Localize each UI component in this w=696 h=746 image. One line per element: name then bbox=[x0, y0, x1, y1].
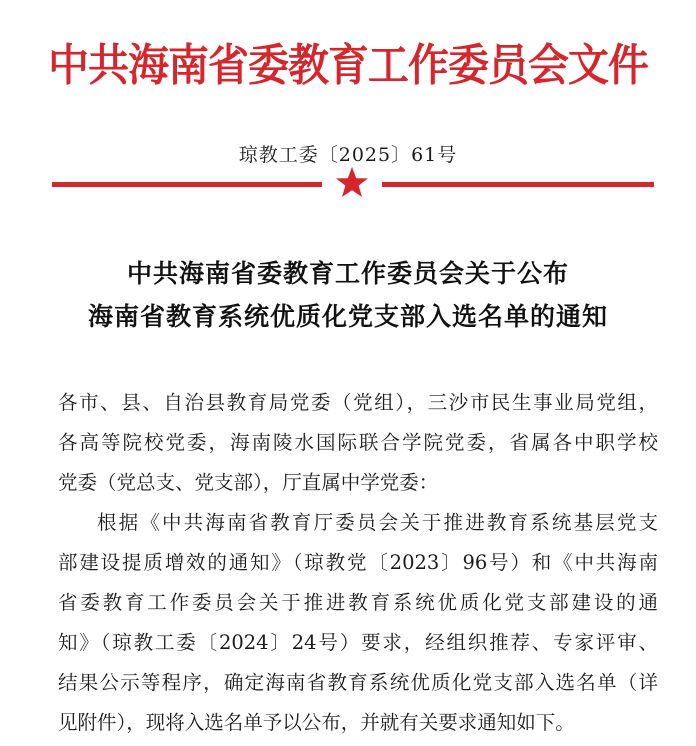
salutation-line: 党委（党总支、党支部），厅直属中学党委： bbox=[58, 471, 439, 494]
title-line-2: 海南省教育系统优质化党支部入选名单的通知 bbox=[87, 302, 608, 331]
document-masthead: 中共海南省委教育工作委员会文件 bbox=[48, 40, 648, 91]
paragraph-line: 根据《中共海南省教育厅委员会关于推进教育系统基层党支 bbox=[97, 511, 658, 534]
salutation-line: 各高等院校党委，海南陵水国际联合学院党委，省属各中职学校 bbox=[58, 431, 658, 454]
red-rule-right bbox=[382, 182, 654, 187]
star-icon bbox=[334, 165, 370, 201]
paragraph-line: 见附件），现将入选名单予以公布，并就有关要求通知如下。 bbox=[58, 711, 575, 734]
red-rule-left bbox=[52, 182, 322, 187]
document-number: 琼教工委〔2025〕61号 bbox=[238, 144, 458, 166]
title-line-1: 中共海南省委教育工作委员会关于公布 bbox=[126, 259, 569, 288]
paragraph-line: 结果公示等程序，确定海南省教育系统优质化党支部入选名单（详 bbox=[58, 671, 658, 694]
paragraph-line: 部建设提质增效的通知》（琼教党〔2023〕96号）和《中共海南 bbox=[58, 551, 658, 574]
paragraph-line: 知》（琼教工委〔2024〕24号）要求，经组织推荐、专家评审、 bbox=[58, 631, 658, 654]
document-body bbox=[58, 383, 658, 743]
document-title bbox=[0, 252, 696, 338]
salutation-line: 各市、县、自治县教育局党委（党组），三沙市民生事业局党组， bbox=[58, 391, 658, 414]
paragraph-line: 省委教育工作委员会关于推进教育系统优质化党支部建设的通 bbox=[58, 591, 658, 614]
